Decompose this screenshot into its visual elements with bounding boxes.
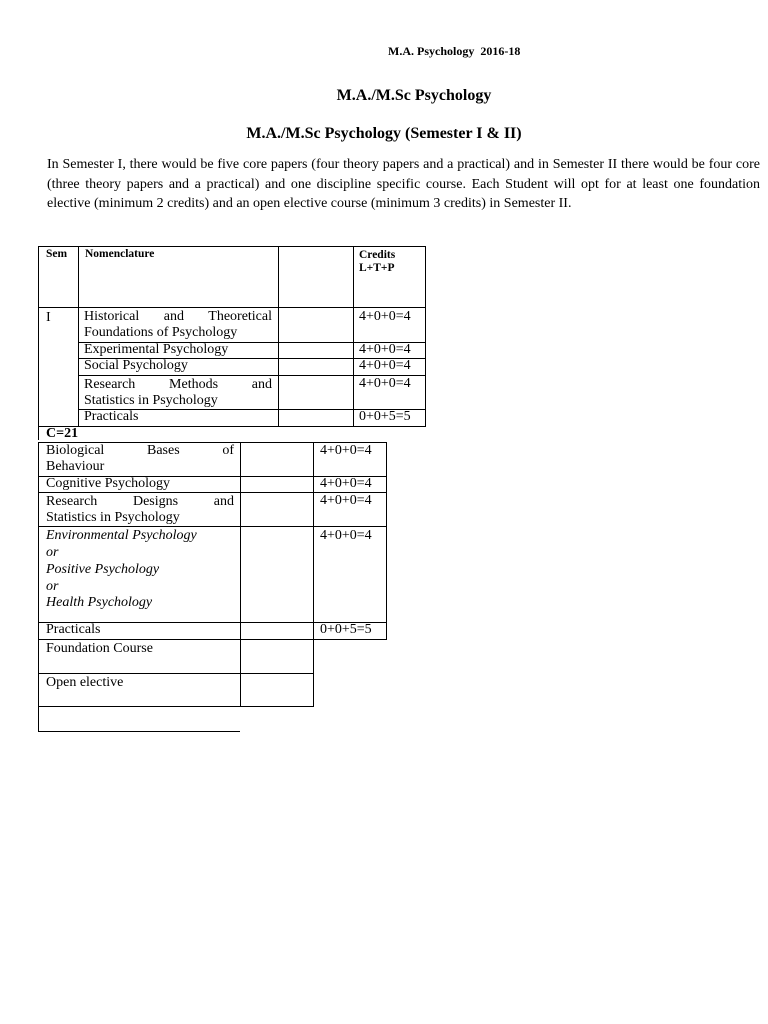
table-row-name: Practicals: [84, 409, 139, 424]
table-row-name: Open elective: [46, 675, 124, 690]
table-row-credits: 4+0+0=4: [359, 358, 411, 373]
table-row-name: Behaviour: [46, 459, 105, 474]
table-row-name: Social Psychology: [84, 358, 188, 373]
table-row-name: Statistics in Psychology: [46, 510, 180, 525]
elective-separator: or: [46, 545, 59, 560]
table-row-name: Research Designs and: [46, 494, 234, 509]
elective-option: Health Psychology: [46, 595, 153, 610]
table-row-credits: 4+0+0=4: [359, 309, 411, 324]
elective-option: Positive Psychology: [46, 562, 160, 577]
table-row-credits: 0+0+5=5: [320, 622, 372, 637]
table-row-name: Historical and Theoretical: [84, 309, 272, 324]
table-row-credits: 4+0+0=4: [359, 376, 411, 391]
table-row-name: Biological Bases of: [46, 443, 234, 458]
running-header: M.A. Psychology 2016-18: [388, 44, 521, 58]
elective-option: Environmental Psychology: [46, 528, 197, 543]
table-row-name: Experimental Psychology: [84, 342, 229, 357]
page-subtitle: M.A./M.Sc Psychology (Semester I & II): [246, 125, 522, 142]
table-row-name: Foundation Course: [46, 641, 153, 656]
semester-label: I: [46, 310, 51, 325]
column-header-credits: Credits: [359, 249, 396, 261]
table-row-credits: 0+0+5=5: [359, 409, 411, 424]
table-row-credits: 4+0+0=4: [320, 443, 372, 458]
page-title: M.A./M.Sc Psychology: [336, 87, 492, 104]
table-row-credits: 4+0+0=4: [320, 493, 372, 508]
table-row-credits: 4+0+0=4: [359, 342, 411, 357]
table-row-name: Research Methods and: [84, 377, 272, 392]
column-header-credits-formula: L+T+P: [359, 262, 395, 274]
column-header-sem: Sem: [46, 248, 68, 260]
table-row-name: Statistics in Psychology: [84, 393, 218, 408]
table-row-name: Foundations of Psychology: [84, 325, 238, 340]
table-row-credits: 4+0+0=4: [320, 528, 372, 543]
intro-paragraph: In Semester I, there would be five core papers (four theory papers and a practical) and in Semester II there would be four core (three theory papers and a practical) and one discipline specific course. Each Student will opt for at least one foundation elective (minimum 2 credits) and an open elective course (minimum 3 credits) in Semester II.: [47, 157, 760, 211]
table-row-credits: 4+0+0=4: [320, 476, 372, 491]
table-row-name: Cognitive Psychology: [46, 476, 171, 491]
table-row-name: Practicals: [46, 622, 101, 637]
column-header-nomenclature: Nomenclature: [85, 248, 155, 260]
total-credits: C=21: [46, 426, 79, 441]
elective-separator: or: [46, 579, 59, 594]
